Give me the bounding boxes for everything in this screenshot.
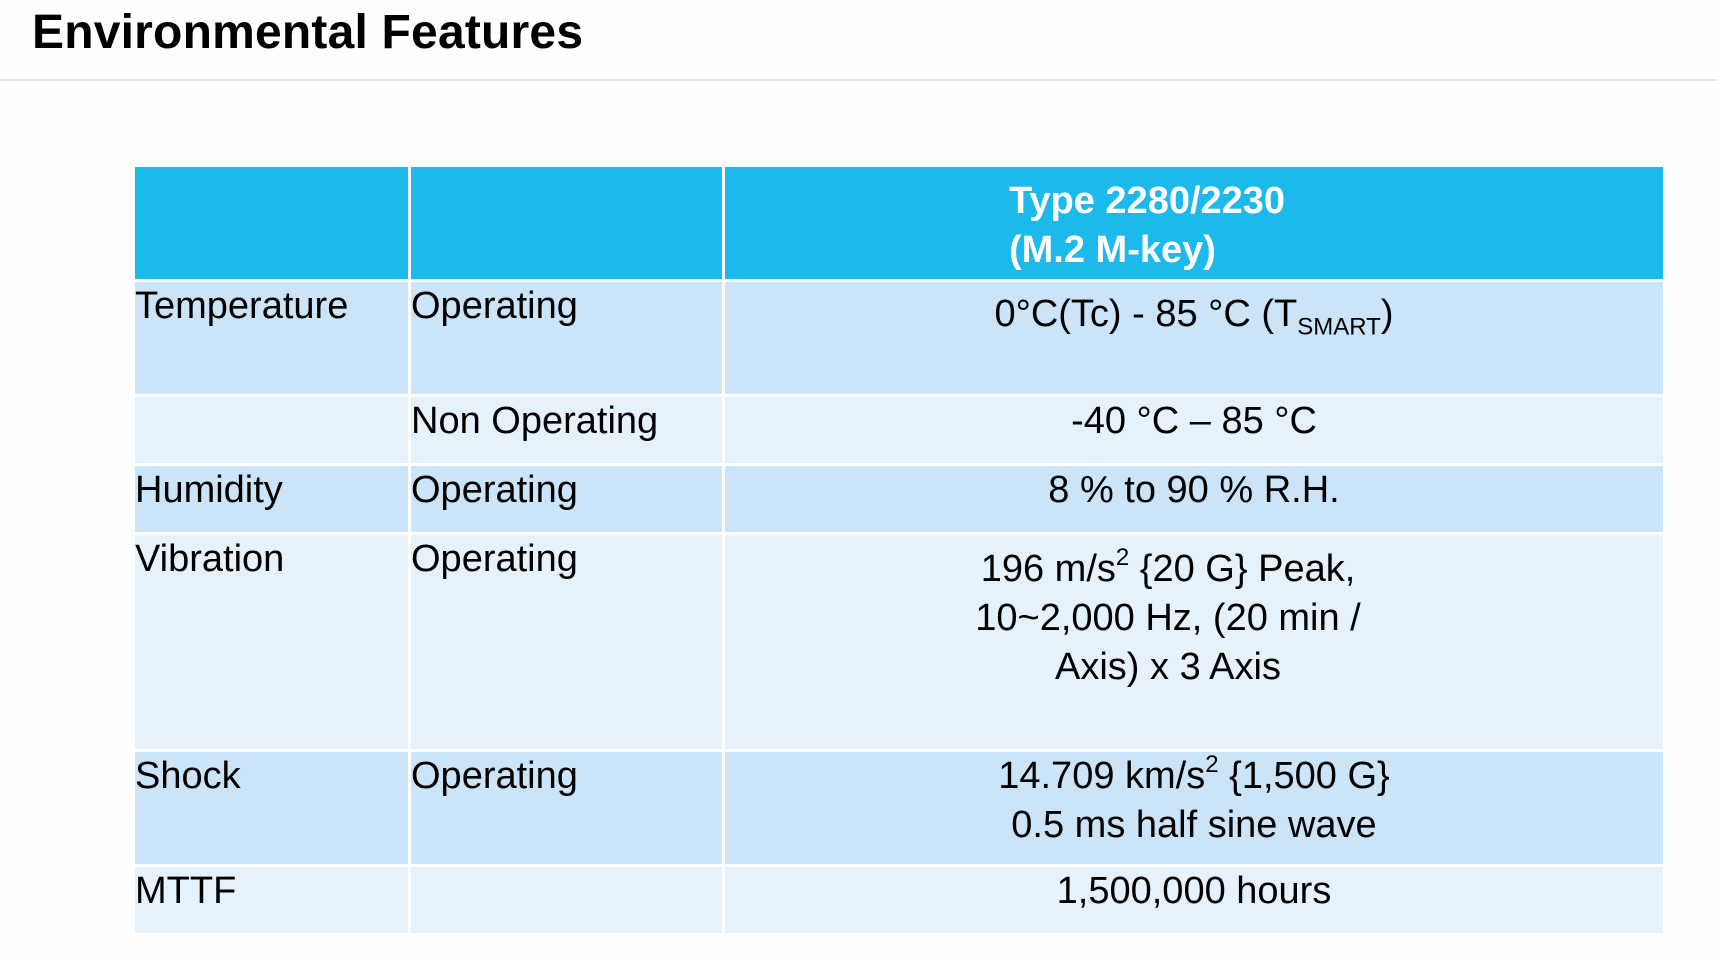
- table-header-row: [134, 166, 1665, 281]
- table-row: [134, 396, 1665, 465]
- value-text: 1,500,000 hours: [1056, 870, 1332, 912]
- value-subscript: SMART: [1297, 313, 1381, 341]
- row-value: [724, 751, 1665, 866]
- table-row: [134, 751, 1665, 866]
- row-value: [724, 866, 1665, 935]
- row-label: MTTF: [134, 866, 410, 935]
- value-text: -40 °C – 85 °C: [1071, 400, 1317, 442]
- header-type-line2: (M.2 M-key): [1009, 229, 1216, 271]
- table-row: [134, 281, 1665, 396]
- header-type-line1: Type 2280/2230: [1009, 180, 1286, 222]
- header-cell-condition: [410, 166, 724, 281]
- row-label: Temperature: [134, 281, 410, 396]
- row-condition: Operating: [410, 751, 724, 866]
- table-row: [134, 465, 1665, 534]
- value-text-end: ): [1380, 293, 1394, 335]
- value-text: 0°C(Tc) - 85 °C (T: [994, 293, 1298, 335]
- header-cell-type: [724, 166, 1665, 281]
- value-text: 8 % to 90 % R.H.: [1048, 469, 1340, 511]
- row-condition: Operating: [410, 534, 724, 751]
- value-line-2: 0.5 ms half sine wave: [1011, 804, 1377, 846]
- environmental-spec-table: [132, 164, 1666, 936]
- table-row: [134, 534, 1665, 751]
- row-condition: [410, 866, 724, 935]
- row-label: Shock: [134, 751, 410, 866]
- row-value: [724, 396, 1665, 465]
- row-condition: Non Operating: [410, 396, 724, 465]
- row-label: [134, 396, 410, 465]
- value-superscript: 2: [1115, 544, 1130, 572]
- row-value: [724, 534, 1665, 751]
- row-value: [724, 281, 1665, 396]
- title-divider: [0, 79, 1717, 81]
- header-cell-category: [134, 166, 410, 281]
- row-label: Vibration: [134, 534, 410, 751]
- value-line-1: 196 $m/s^2$ {20 G} Peak,: [980, 544, 1356, 590]
- table-row: [134, 866, 1665, 935]
- row-condition: Operating: [410, 465, 724, 534]
- row-label: Humidity: [134, 465, 410, 534]
- page-title: Environmental Features: [32, 6, 584, 59]
- value-line-2: 10~2,000 Hz, (20 min /: [975, 597, 1361, 639]
- value-line-1: 14.709 $km/s^2$ {1,500 G}: [998, 751, 1390, 797]
- row-value: [724, 465, 1665, 534]
- value-superscript: 2: [1205, 751, 1219, 779]
- value-line-3: Axis) x 3 Axis: [1055, 646, 1281, 688]
- row-condition: Operating: [410, 281, 724, 396]
